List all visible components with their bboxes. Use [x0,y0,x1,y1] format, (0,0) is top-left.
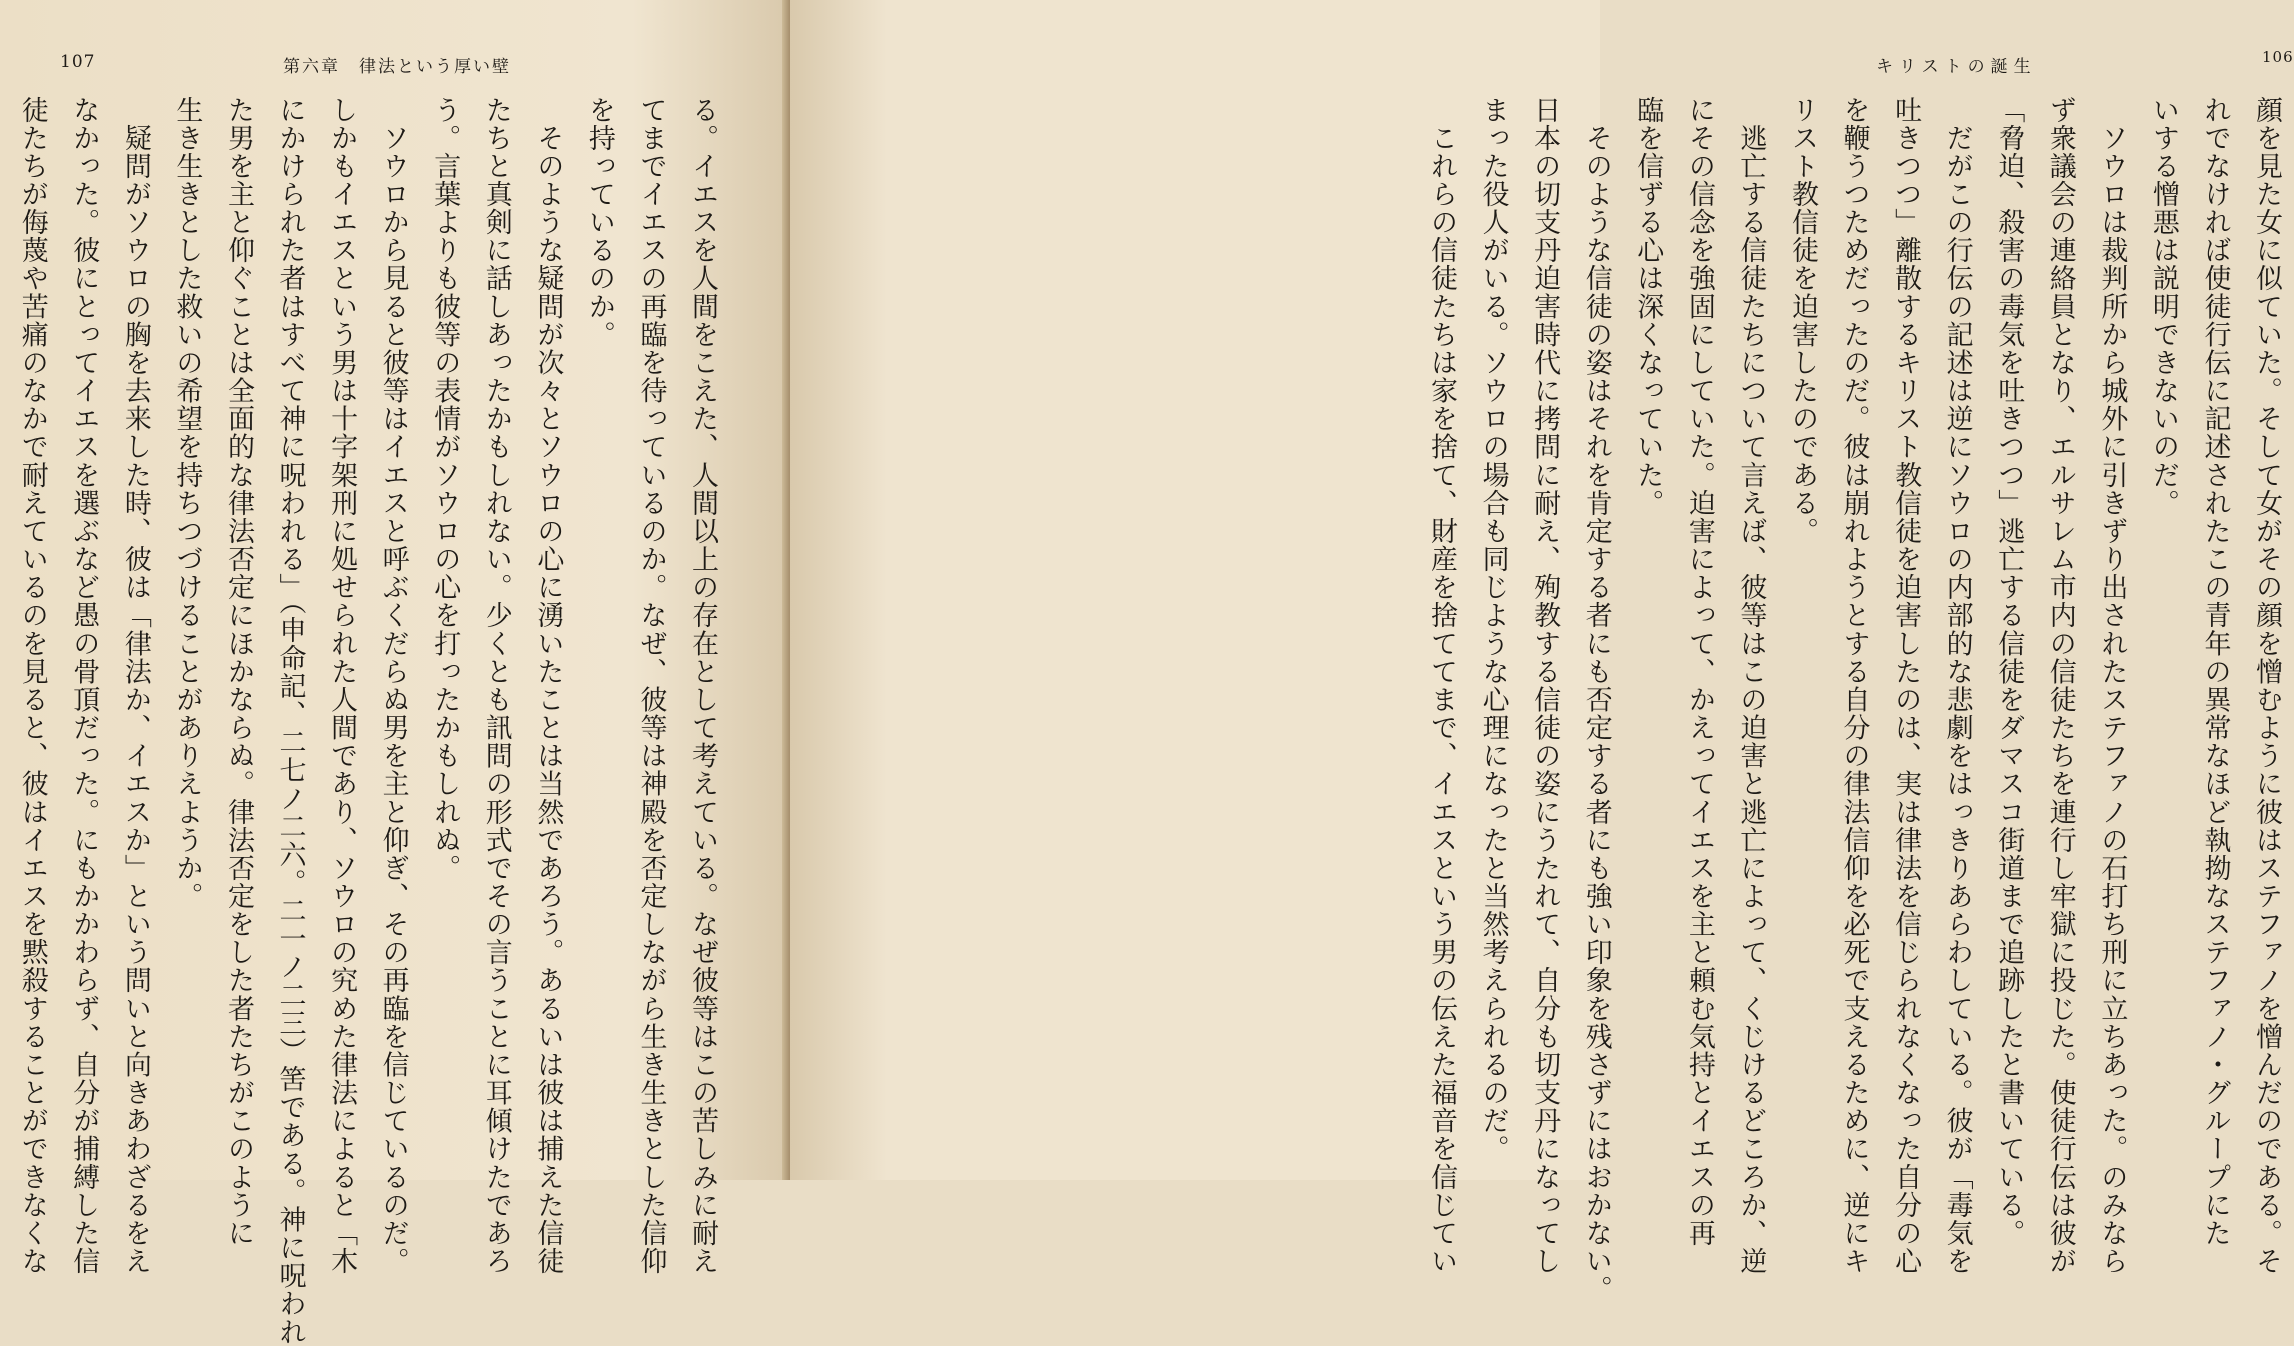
left-page [0,0,790,1346]
text-line: を持っているのか。 [583,96,615,349]
text-line: まった役人がいる。ソウロの場合も同じような心理になったと当然考えられるのだ。 [1477,96,1509,1164]
text-line: を鞭うつためだったのだ。彼は崩れようとする自分の律法信仰を必死で支えるために、逆にキ [1838,96,1870,1276]
text-line: なかった。彼にとってイエスを選ぶなど愚の骨頂だった。にもかかわらず、自分が捕縛した信 [68,96,100,1276]
text-line [0,96,6,1166]
text-line: いする憎悪は説明できないのだ。 [2147,96,2179,518]
text-line: 顔を見た女に似ていた。そして女がその顔を憎むように彼はステファノを憎んだのである。そ [2251,96,2282,1276]
left-page-body [16,96,728,1346]
text-line: 疑問がソウロの胸を去来した時、彼は「律法か、イエスか」という問いと向きあわざるをえ [119,96,151,1276]
text-line: 「脅迫、殺害の毒気を吐きつつ」逃亡する信徒をダマスコ街道まで追跡したと書いている。 [1993,96,2025,1248]
text-line: 徒たちが侮蔑や苦痛のなかで耐えているのを見ると、彼はイエスを黙殺することができなくな [16,96,48,1276]
text-line: ソウロから見ると彼等はイエスと呼ぶくだらぬ男を主と仰ぎ、その再臨を信じているのだ。 [377,96,409,1276]
text-line: ソウロは裁判所から城外に引きずり出されたステファノの石打ち刑に立ちあった。のみなら [2096,96,2128,1276]
running-header: キリストの誕生 [1876,57,2037,77]
right-page [790,0,2294,1304]
text-line: 逃亡する信徒たちについて言えば、彼等はこの迫害と逃亡によって、くじけるどころか、逆 [1735,96,1767,1276]
text-line: 日本の切支丹迫害時代に拷問に耐え、殉教する信徒の姿にうたれて、自分も切支丹になってし [1529,96,1561,1276]
page-number-left: 107 [60,52,96,72]
text-line: る。イエスを人間をこえた、人間以上の存在として考えている。なぜ彼等はこの苦しみに耐え [687,96,718,1276]
text-line: てまでイエスの再臨を待っているのか。なぜ、彼等は神殿を否定しながら生き生きとした信仰 [635,96,667,1276]
text-line: れでなければ使徒行伝に記述されたこの青年の異常なほど執拗なステファノ・グループにた [2199,96,2231,1248]
chapter-header: 第六章 律法という厚い壁 [283,57,511,77]
text-line: にその信念を強固にしていた。迫害によって、かえってイエスを主と頼む気持とイエスの再 [1683,96,1715,1248]
text-line: た男を主と仰ぐことは全面的な律法否定にほかならぬ。律法否定をした者たちがこのように [222,96,254,1248]
text-line: しかもイエスという男は十字架刑に処せられた人間であり、ソウロの究めた律法によると「木 [326,96,358,1276]
text-line: 吐きつつ」離散するキリスト教信徒を迫害したのは、実は律法を信じられなくなった自分の心 [1890,96,1922,1276]
text-line: にかけられた者はすべて神に呪われる」（申命記、二七ノ二六。二一ノ二三）筈である。神に呪われ [274,96,306,1346]
text-line: う。言葉よりも彼等の表情がソウロの心を打ったかもしれぬ。 [429,96,461,883]
text-line: たちと真剣に話しあったかもしれない。少くとも訊問の形式でその言うことに耳傾けたであろ [480,96,512,1276]
text-line: 生き生きとした救いの希望を持ちつづけることがありえようか。 [171,96,203,911]
text-line: これらの信徒たちは家を捨て、財産を捨ててまで、イエスという男の伝えた福音を信じてい [1426,96,1457,1276]
page-number-right: 106 [2262,48,2294,66]
text-line: リスト教信徒を迫害したのである。 [1786,96,1818,546]
text-line: 臨を信ずる心は深くなっていた。 [1632,96,1664,518]
text-line: ず衆議会の連絡員となり、エルサレム市内の信徒たちを連行し牢獄に投じた。使徒行伝は彼が [2044,96,2076,1276]
text-line: そのような信徒の姿はそれを肯定する者にも否定する者にも強い印象を残さずにはおかない。 [1580,96,1612,1304]
text-line: だがこの行伝の記述は逆にソウロの内部的な悲劇をはっきりあらわしている。彼が「毒気を [1941,96,1973,1276]
text-line: そのような疑問が次々とソウロの心に湧いたことは当然であろう。あるいは彼は捕えた信徒 [532,96,564,1276]
right-page-body [1426,96,2292,1304]
